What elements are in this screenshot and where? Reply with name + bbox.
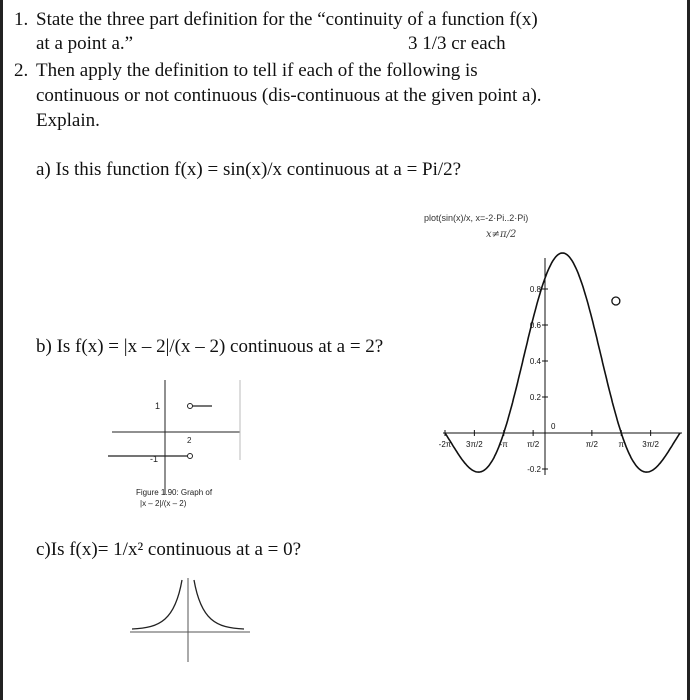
inv-right-branch	[194, 580, 244, 629]
x-tick-label: π/2	[527, 440, 540, 449]
y-tick-label: 0.6	[529, 321, 541, 330]
step-label-2: 2	[187, 436, 192, 445]
question-2-line-1: Then apply the definition to tell if each of the following is	[36, 60, 478, 81]
y-tick-label: 0.2	[529, 393, 541, 402]
step-label-1: 1	[155, 401, 161, 411]
question-2-line-3: Explain.	[36, 110, 100, 131]
plot-command: plot(sin(x)/x, x=-2·Pi..2·Pi)	[424, 213, 529, 223]
handwritten-note: x≠π/2	[486, 229, 517, 240]
x-tick-label: -2π	[438, 440, 452, 449]
abs-bar-right: |	[165, 336, 170, 357]
question-2-number: 2.	[14, 60, 29, 81]
part-b-suffix: /(x – 2) continuous at a = 2?	[169, 336, 384, 357]
step-label-minus-1: -1	[150, 454, 159, 464]
y-tick-label: -0.2	[527, 465, 541, 474]
part-b-prefix: b) Is f(x) =	[36, 336, 124, 357]
lower-open-circle	[188, 454, 193, 459]
step-caption-line-1: Figure 1.90: Graph of	[136, 488, 213, 497]
question-2-line-2: continuous or not continuous (dis-continuous at the given point a).	[36, 85, 542, 106]
open-circle-hole	[612, 297, 620, 305]
part-c-question: c)Is f(x)= 1/x² continuous at a = 0?	[36, 539, 302, 560]
inverse-square-graph	[120, 570, 260, 670]
sinx-over-x-graph	[400, 195, 690, 485]
x-tick-label: π/2	[585, 440, 598, 449]
part-b-abs-expression: x – 2	[127, 336, 166, 357]
question-1-number: 1.	[14, 9, 29, 30]
question-1-line-1: State the three part definition for the “continuity of a function f(x)	[36, 9, 538, 30]
step-caption-line-2: |x – 2|/(x – 2)	[140, 499, 187, 508]
credit-note: 3 1/3 cr each	[408, 33, 506, 54]
question-1-line-2: at a point a.”	[36, 33, 134, 54]
step-function-graph	[100, 370, 260, 515]
page-edge-left	[0, 0, 3, 700]
x-tick-label: 3π/2	[466, 440, 483, 449]
inv-left-branch	[132, 580, 182, 629]
abs-bar-left: |	[123, 336, 128, 357]
y-tick-label: 0.8	[529, 285, 541, 294]
part-b-question	[36, 335, 383, 358]
x-tick-label: -π	[499, 440, 508, 449]
upper-open-circle	[188, 404, 193, 409]
x-tick-label: 3π/2	[642, 440, 659, 449]
x-tick-label: π	[618, 440, 625, 449]
part-a-question: a) Is this function f(x) = sin(x)/x continuous at a = Pi/2?	[36, 159, 462, 180]
y-tick-label: 0	[551, 422, 556, 431]
y-tick-label: 0.4	[529, 357, 541, 366]
